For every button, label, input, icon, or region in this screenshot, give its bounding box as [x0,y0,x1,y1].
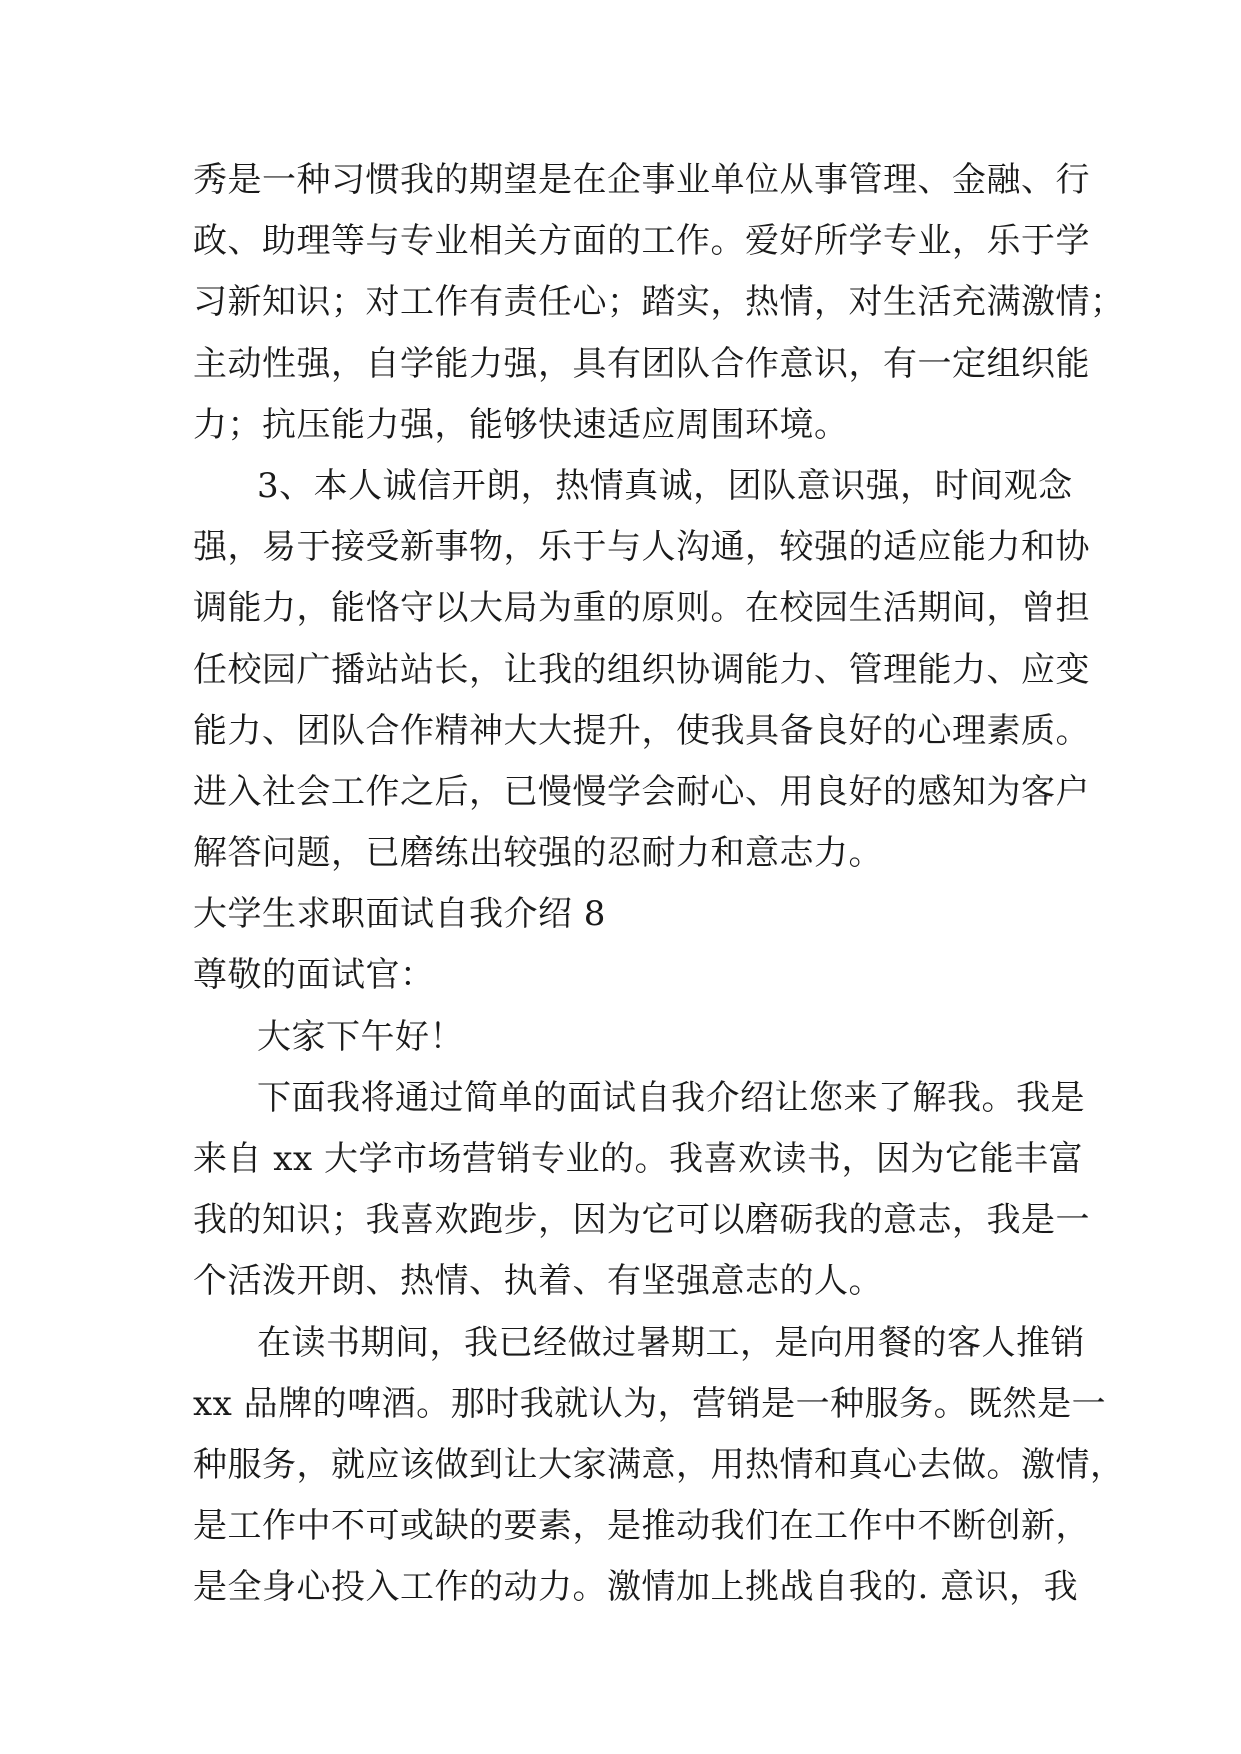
text-line: 是全身心投入工作的动力。激情加上挑战自我的. 意识，我 [193,1567,1079,1608]
section-heading: 大学生求职面试自我介绍 8 [193,894,606,935]
greeting: 大家下午好！ [257,1016,464,1057]
text-line: 秀是一种习惯我的期望是在企事业单位从事管理、金融、行 [193,160,1090,200]
text-line: 习新知识；对工作有责任心；踏实，热情，对生活充满激情； [193,282,1125,323]
text-line: 种服务，就应该做到让大家满意，用热情和真心去做。激情， [193,1444,1125,1485]
text-line: xx 品牌的啤酒。那时我就认为，营销是一种服务。既然是一 [193,1383,1107,1424]
paragraph-start-line: 3、本人诚信开朗，热情真诚，团队意识强，时间观念 [257,465,1073,506]
text-line: 是工作中不可或缺的要素，是推动我们在工作中不断创新， [193,1506,1090,1547]
text-line: 力；抗压能力强，能够快速适应周围环境。 [193,404,849,445]
text-line: 调能力，能恪守以大局为重的原则。在校园生活期间，曾担 [193,588,1090,629]
text-line: 我的知识；我喜欢跑步，因为它可以磨砺我的意志，我是一 [193,1200,1090,1241]
text-line: 能力、团队合作精神大大提升，使我具备良好的心理素质。 [193,710,1090,751]
text-line: 进入社会工作之后，已慢慢学会耐心、用良好的感知为客户 [193,771,1090,812]
paragraph-start-line: 下面我将通过简单的面试自我介绍让您来了解我。我是 [257,1077,1085,1118]
text-line: 个活泼开朗、热情、执着、有坚强意志的人。 [193,1261,883,1302]
text-line: 政、助理等与专业相关方面的工作。爱好所学专业，乐于学 [193,221,1090,262]
text-line: 强，易于接受新事物，乐于与人沟通，较强的适应能力和协 [193,527,1090,568]
salutation: 尊敬的面试官： [193,955,435,996]
paragraph-start-line: 在读书期间，我已经做过暑期工，是向用餐的客人推销 [257,1322,1085,1363]
document-body [193,150,1125,1619]
text-line: 主动性强，自学能力强，具有团队合作意识，有一定组织能 [193,343,1090,384]
text-line: 解答问题，已磨练出较强的忍耐力和意志力。 [193,833,883,874]
text-line: 来自 xx 大学市场营销专业的。我喜欢读书，因为它能丰富 [193,1139,1083,1179]
text-line: 任校园广播站站长，让我的组织协调能力、管理能力、应变 [193,649,1090,690]
